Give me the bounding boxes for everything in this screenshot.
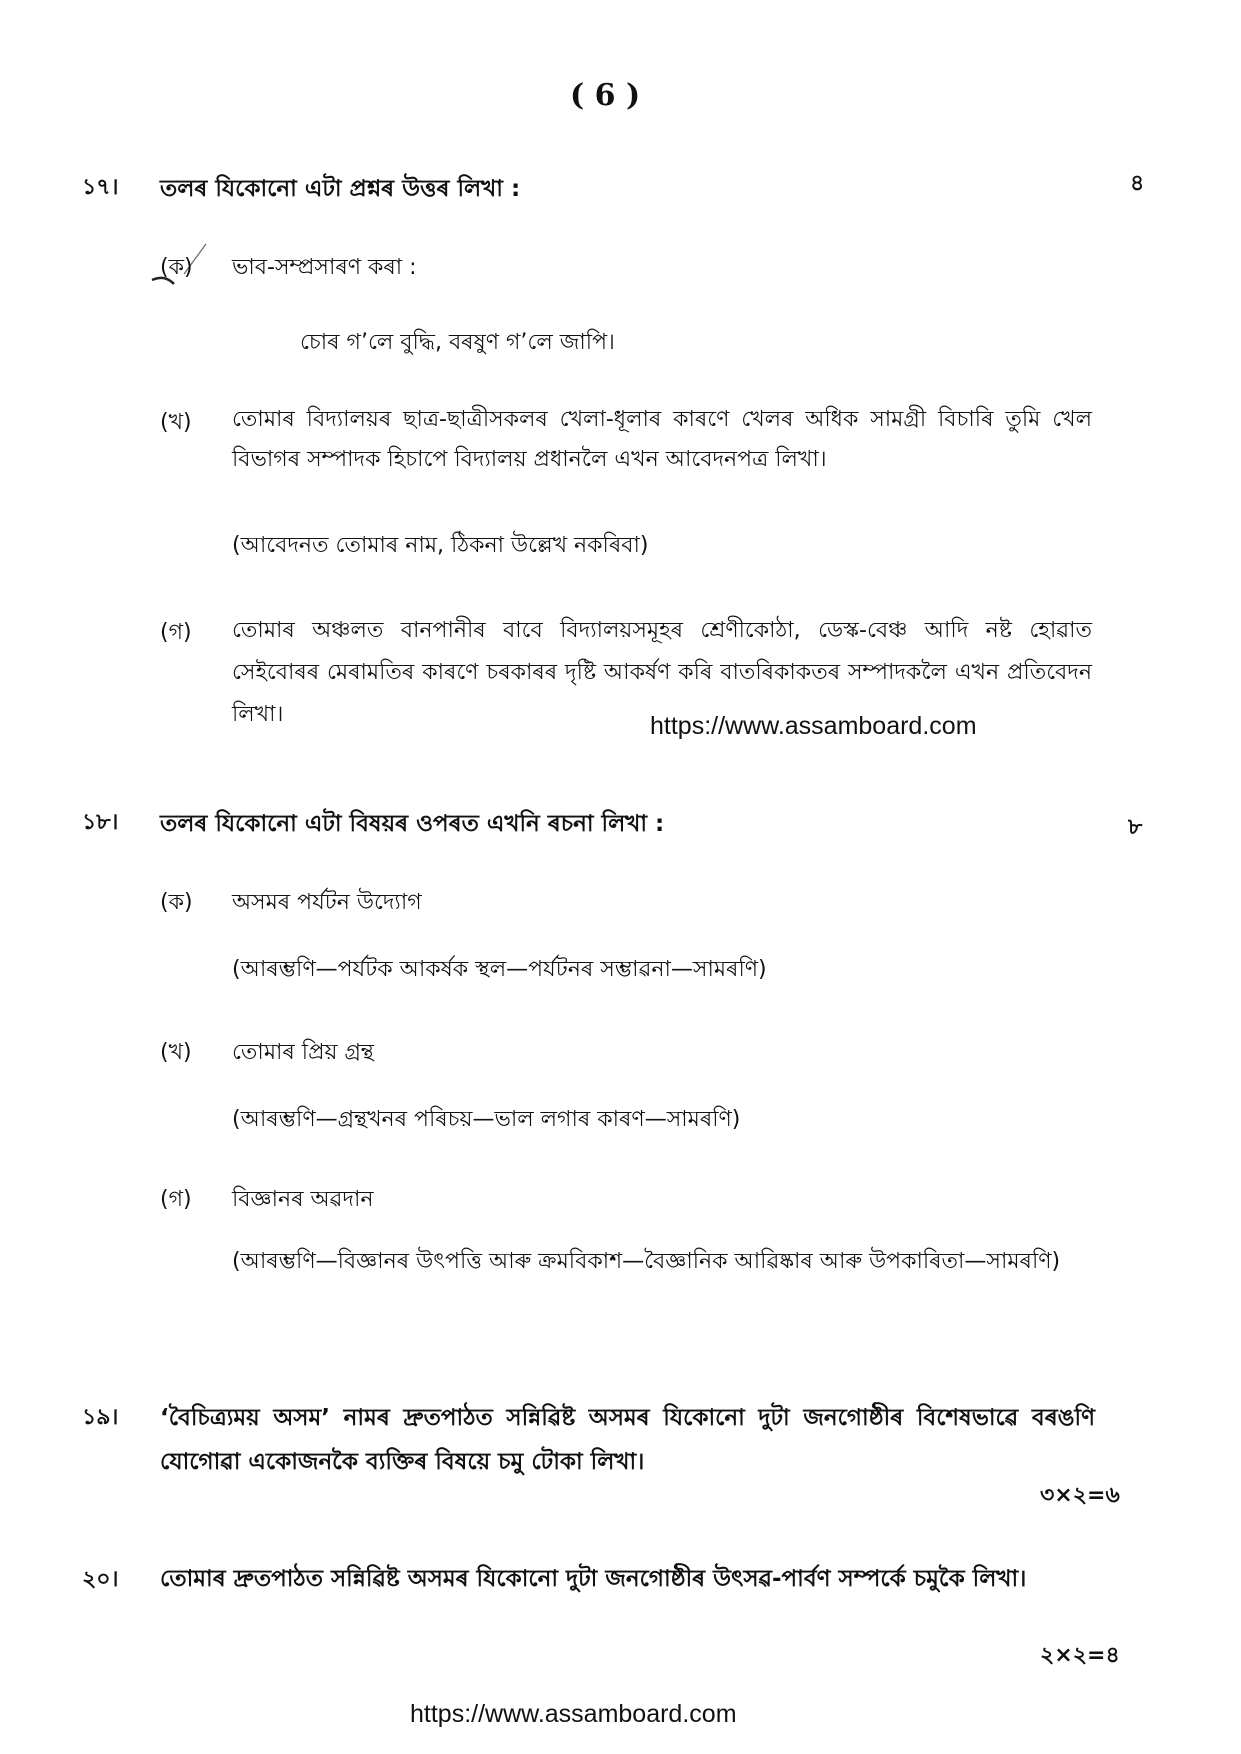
- question-number: ১৭।: [82, 175, 119, 200]
- footer-url: https://www.assamboard.com: [410, 1700, 737, 1728]
- option-note-b: (আবেদনত তোমাৰ নাম, ঠিকনা উল্লেখ নকৰিবা): [232, 533, 649, 558]
- question-marks: ৩×২=৬: [1040, 1483, 1120, 1508]
- question-number: ২০।: [82, 1567, 119, 1592]
- question-text: ‘বৈচিত্ৰ্যময় অসম’ নামৰ দ্ৰুতপাঠত সন্নিৱিষ্ট অসমৰ যিকোনো দুটা জনগোষ্ঠীৰ বিশেষভাৱে বৰঙণি যোগোৱা একোজনকৈ ব্যক্তিৰ বিষয়ে চমু টোকা লিখা।: [160, 1405, 1095, 1475]
- question-marks: ৮: [1128, 815, 1143, 840]
- option-hint-a: (আৰম্ভণি—পৰ্যটক আকৰ্ষক স্থল—পৰ্যটনৰ সম্ভাৱনা—সামৰণি): [232, 957, 767, 982]
- question-marks: ৪: [1130, 171, 1145, 196]
- question-marks: ২×২=৪: [1040, 1643, 1120, 1668]
- option-label-a: (ক): [160, 890, 193, 915]
- question-title: তলৰ যিকোনো এটা বিষয়ৰ ওপৰত এখনি ৰচনা লিখা :: [160, 811, 665, 837]
- option-label-a: (ক): [160, 255, 193, 280]
- option-text-a: ভাব-সম্প্ৰসাৰণ কৰা :: [232, 255, 417, 280]
- option-label-c: (গ): [160, 1187, 192, 1212]
- option-label-b: (খ): [160, 1040, 192, 1065]
- option-text-c: তোমাৰ অঞ্চলত বানপানীৰ বাবে বিদ্যালয়সমূহৰ শ্ৰেণীকোঠা, ডেস্ক-বেঞ্চ আদি নষ্ট হোৱাত সেইবোৰৰ মেৰামতিৰ কাৰণে চৰকাৰৰ দৃষ্টি আকৰ্ষণ কৰি বাতৰিকাকতৰ সম্পাদকলৈ এখন প্ৰতিবেদন লিখা।: [232, 618, 1092, 727]
- question-text: তোমাৰ দ্ৰুতপাঠত সন্নিৱিষ্ট অসমৰ যিকোনো দুটা জনগোষ্ঠীৰ উৎসৱ-পাৰ্বণ সম্পৰ্কে চমুকৈ লিখা।: [160, 1566, 1027, 1592]
- option-hint-c: (আৰম্ভণি—বিজ্ঞানৰ উৎপত্তি আৰু ক্ৰমবিকাশ—বৈজ্ঞানিক আৱিষ্কাৰ আৰু উপকাৰিতা—সামৰণি): [232, 1249, 1061, 1274]
- option-text-a: অসমৰ পৰ্যটন উদ্যোগ: [232, 890, 422, 915]
- page-number: ( 6 ): [570, 78, 641, 113]
- watermark-url: https://www.assamboard.com: [650, 712, 977, 740]
- proverb-quote: চোৰ গ’লে বুদ্ধি, বৰষুণ গ’লে জাপি।: [300, 330, 615, 355]
- option-hint-b: (আৰম্ভণি—গ্ৰন্থখনৰ পৰিচয়—ভাল লগাৰ কাৰণ—সামৰণি): [232, 1107, 741, 1132]
- option-text-c: বিজ্ঞানৰ অৱদান: [232, 1187, 374, 1212]
- question-number: ১৯।: [82, 1405, 119, 1430]
- question-number: ১৮।: [82, 810, 119, 835]
- option-text-b: তোমাৰ প্ৰিয় গ্ৰন্থ: [232, 1040, 374, 1065]
- option-label-c: (গ): [160, 620, 192, 645]
- question-title: তলৰ যিকোনো এটা প্ৰশ্নৰ উত্তৰ লিখা :: [160, 176, 521, 202]
- option-text-b: তোমাৰ বিদ্যালয়ৰ ছাত্ৰ-ছাত্ৰীসকলৰ খেলা-ধূলাৰ কাৰণে খেলৰ অধিক সামগ্ৰী বিচাৰি তুমি খেল বিভাগৰ সম্পাদক হিচাপে বিদ্যালয় প্ৰধানলৈ এখন আবেদনপত্ৰ লিখা।: [232, 407, 1092, 472]
- option-label-b: (খ): [160, 410, 192, 435]
